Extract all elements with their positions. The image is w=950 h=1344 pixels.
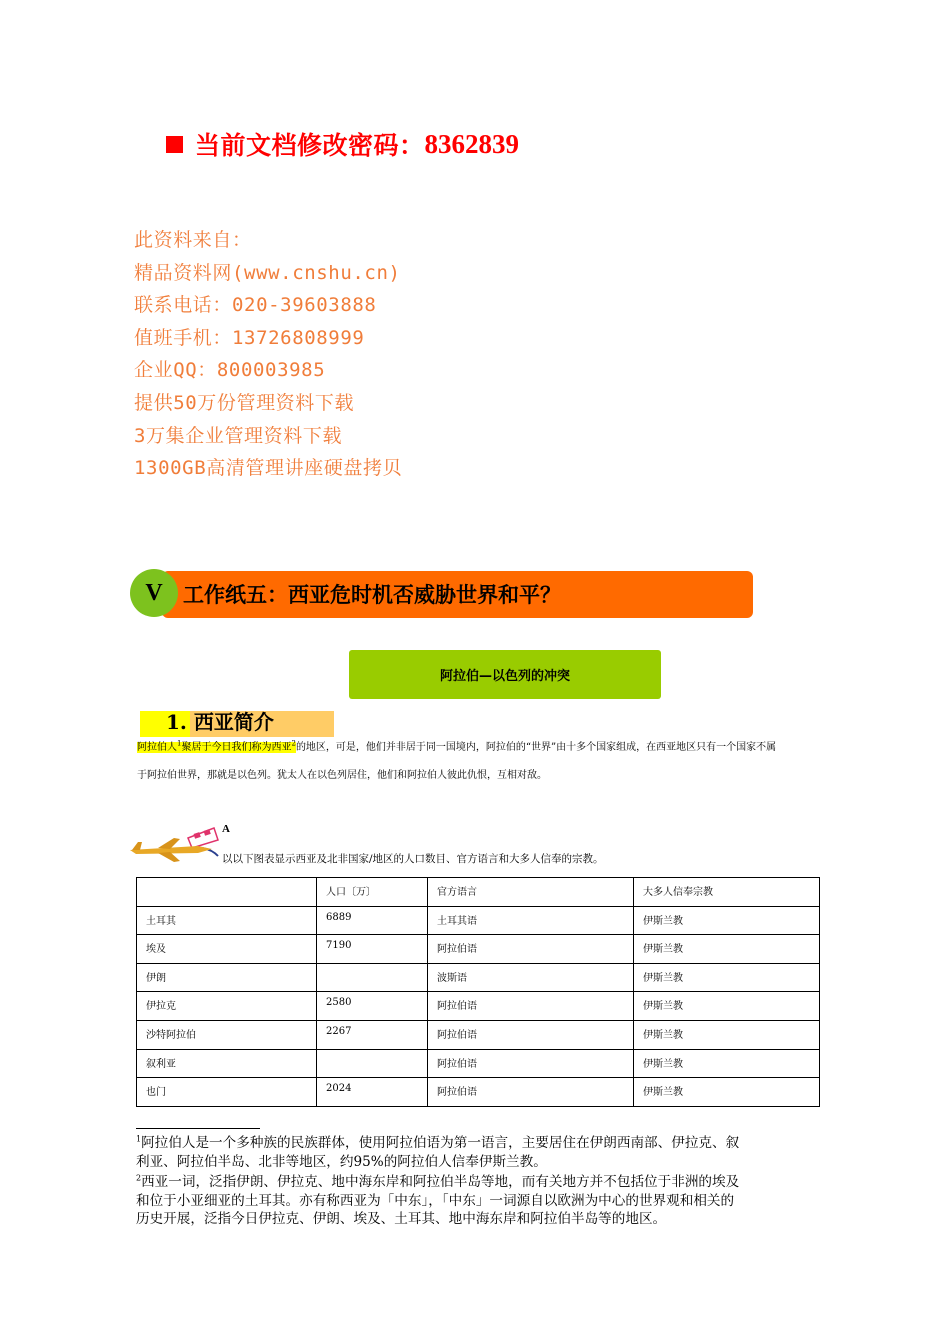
- table-header-cell: 大多人信奉宗教: [634, 878, 820, 907]
- footnote-mark: 2: [136, 1173, 142, 1183]
- reference-label: A: [222, 823, 230, 835]
- source-info-line: 精品资料网(www.cnshu.cn): [134, 261, 401, 284]
- source-info-line: 此资料来自：: [134, 229, 252, 251]
- section-number: 1.: [166, 710, 187, 734]
- table-cell: 阿拉伯语: [428, 992, 634, 1021]
- table-cell: 2024: [317, 1078, 428, 1107]
- table-cell: 伊斯兰教: [634, 963, 820, 992]
- table-cell: 伊朗: [137, 963, 317, 992]
- table-row: [137, 963, 820, 992]
- intro-paragraph-line-1: [137, 738, 862, 753]
- source-info-line: 值班手机：13726808999: [134, 326, 365, 349]
- table-row: [137, 906, 820, 935]
- table-cell: 阿拉伯语: [428, 1078, 634, 1107]
- source-info-block: [134, 224, 634, 485]
- table-cell: 伊斯兰教: [634, 1020, 820, 1049]
- table-row: [137, 935, 820, 964]
- table-header-cell: 官方语言: [428, 878, 634, 907]
- source-info-line: 3万集企业管理资料下载: [134, 424, 343, 447]
- footnote-line: [136, 1173, 861, 1192]
- country-data-table: [136, 877, 820, 1107]
- section-title: 西亚简介: [193, 710, 274, 734]
- footnote-line: 利亚、阿拉伯半岛、北非等地区，约95%的阿拉伯人信奉伊斯兰教。: [136, 1153, 547, 1170]
- table-cell: 伊斯兰教: [634, 906, 820, 935]
- footnote-line: 和位于小亚细亚的土耳其。亦有称西亚为「中东」，「中东」一词源自以欧洲为中心的世界观和相关的: [136, 1192, 735, 1209]
- table-header-cell: 人口〔万〕: [317, 878, 428, 907]
- table-cell: 阿拉伯语: [428, 1020, 634, 1049]
- table-cell: 阿拉伯语: [428, 935, 634, 964]
- table-cell: 伊斯兰教: [634, 935, 820, 964]
- table-header-row: [137, 878, 820, 907]
- table-cell: 土耳其: [137, 906, 317, 935]
- intro-text: 的地区，可是，他们并非居于同一国境内，阿拉伯的“世界”由十多个国家组成，在西亚地区只有一个国家不属: [295, 742, 777, 753]
- footnote-ref[interactable]: 1: [177, 739, 182, 748]
- topic-box: 阿拉伯—以色列的冲突: [349, 650, 661, 699]
- footnote-line: 历史开展，泛指今日伊拉克、伊朗、埃及、土耳其、地中海东岸和阿拉伯半岛等的地区。: [136, 1211, 667, 1227]
- source-info-line: 企业QQ：800003985: [134, 359, 326, 382]
- footnote-ref[interactable]: 2: [291, 739, 296, 748]
- table-cell: 2267: [317, 1020, 428, 1049]
- table-cell: 伊斯兰教: [634, 992, 820, 1021]
- table-cell: 伊斯兰教: [634, 1049, 820, 1078]
- reference-caption: 以以下图表显示西亚及北非国家/地区的人口数目、官方语言和大多人信奉的宗教。: [222, 853, 604, 865]
- table-cell: 7190: [317, 935, 428, 964]
- worksheet-title: 工作纸五：西亚危时机否威胁世界和平？: [183, 582, 561, 607]
- table-row: [137, 992, 820, 1021]
- highlighted-word: 阿拉伯人: [137, 742, 177, 753]
- highlighted-word: 聚居于今日我们称为西亚: [181, 742, 292, 753]
- source-info-line: 1300GB高清管理讲座硬盘拷贝: [134, 457, 403, 480]
- footnote-mark: 1: [136, 1134, 142, 1144]
- source-info-line: 联系电话：020-39603888: [134, 294, 377, 317]
- highlighted-text: [137, 739, 296, 753]
- footnote-separator: [136, 1128, 260, 1129]
- airplane-icon: [128, 820, 224, 868]
- table-cell: [317, 963, 428, 992]
- footnote-text: 西亚一词，泛指伊朗、伊拉克、地中海东岸和阿拉伯半岛等地，而有关地方并不包括位于非洲的埃及: [141, 1174, 740, 1190]
- password-code: 8362839: [424, 128, 520, 159]
- red-square-bullet-icon: [166, 136, 183, 153]
- password-notice: [166, 124, 519, 164]
- section-heading: [166, 706, 274, 735]
- intro-paragraph-line-2: 于阿拉伯世界，那就是以色列。犹太人在以色列居住，他们和阿拉伯人彼此仇恨，互相对敌。: [137, 770, 547, 781]
- table-header-cell: [137, 878, 317, 907]
- table-cell: 阿拉伯语: [428, 1049, 634, 1078]
- table-row: [137, 1078, 820, 1107]
- table-cell: 沙特阿拉伯: [137, 1020, 317, 1049]
- footnote-1: [136, 1134, 861, 1171]
- table-row: [137, 1020, 820, 1049]
- table-cell: 波斯语: [428, 963, 634, 992]
- footnote-text: 阿拉伯人是一个多种族的民族群体，使用阿拉伯语为第一语言，主要居住在伊朗西南部、伊拉克、叙: [141, 1135, 740, 1151]
- table-cell: [317, 1049, 428, 1078]
- worksheet-numeral-badge: V: [130, 569, 178, 617]
- footnote-line: [136, 1134, 861, 1153]
- table-cell: 伊拉克: [137, 992, 317, 1021]
- table-cell: 土耳其语: [428, 906, 634, 935]
- table-cell: 叙利亚: [137, 1049, 317, 1078]
- footnote-2: [136, 1173, 861, 1229]
- password-label: 当前文档修改密码：: [195, 131, 425, 160]
- table-cell: 伊斯兰教: [634, 1078, 820, 1107]
- table-cell: 埃及: [137, 935, 317, 964]
- table-row: [137, 1049, 820, 1078]
- table-cell: 6889: [317, 906, 428, 935]
- table-cell: 也门: [137, 1078, 317, 1107]
- source-info-line: 提供50万份管理资料下载: [134, 391, 355, 414]
- table-cell: 2580: [317, 992, 428, 1021]
